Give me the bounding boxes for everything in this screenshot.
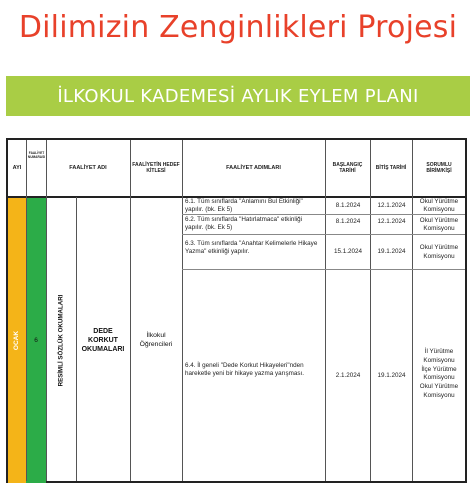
header-activity-number: FAALİYET NUMARASI bbox=[27, 151, 46, 159]
activity-number: 6 bbox=[34, 336, 38, 344]
page-title: Dilimizin Zenginlikleri Projesi bbox=[18, 10, 458, 45]
step-end: 19.1.2024 bbox=[377, 372, 406, 380]
header-steps: FAALİYET ADIMLARI bbox=[226, 165, 281, 171]
step-start: 2.1.2024 bbox=[335, 372, 361, 380]
step-text: 6.4. İl geneli "Dede Korkut Hikayeleri"nden hareketle yeni bir hikaye yazma yarışması. bbox=[185, 362, 304, 378]
step-owner: Okul Yürütme Komisyonu bbox=[419, 217, 459, 232]
header-responsible: SORUMLU BİRİM/KİŞİ bbox=[426, 162, 452, 174]
step-owner: Okul Yürütme Komisyonu bbox=[419, 198, 459, 213]
header-start-date: BAŞLANGIÇ TARİHİ bbox=[332, 162, 363, 174]
step-owner: Okul Yürütme Komisyonu bbox=[419, 244, 459, 260]
step-end: 19.1.2024 bbox=[377, 247, 406, 255]
step-start: 8.1.2024 bbox=[335, 217, 361, 225]
step-owner: Okul Yürütme Komisyonu bbox=[419, 383, 459, 399]
step-end: 12.1.2024 bbox=[377, 201, 406, 209]
step-text: 6.2. Tüm sınıflarda "Hatırlatmaca" etkinliği yapılır. (bk. Ek 5) bbox=[185, 216, 303, 232]
activity-name: DEDE KORKUT OKUMALARI bbox=[81, 327, 125, 353]
header-activity-name: FAALİYET ADI bbox=[69, 165, 107, 171]
header-target: FAALİYETİN HEDEF KİTLESİ bbox=[132, 162, 180, 174]
step-start: 8.1.2024 bbox=[335, 201, 361, 209]
step-end: 12.1.2024 bbox=[377, 217, 406, 225]
step-text: 6.3. Tüm sınıflarda "Anahtar Kelimelerle Hikaye Yazma" etkinliği yapılır. bbox=[185, 240, 318, 256]
header-end-date: BİTİŞ TARİHİ bbox=[375, 165, 407, 171]
action-plan-table bbox=[6, 138, 467, 483]
row-divider bbox=[182, 269, 465, 270]
col-divider bbox=[76, 197, 77, 481]
step-owner: İl Yürütme Komisyonu bbox=[423, 348, 455, 364]
step-owner-group bbox=[414, 348, 464, 401]
step-text: 6.1. Tüm sınıflarda "Anlamını Bul Etkinliği" yapılır. (bk. Ek 5) bbox=[185, 198, 303, 214]
header-month: AYI bbox=[12, 165, 22, 171]
month-label: OCAK bbox=[13, 330, 21, 350]
col-divider bbox=[412, 140, 413, 481]
category-label: RESİMLİ SÖZLÜK OKUMALARI bbox=[57, 294, 65, 386]
step-start: 15.1.2024 bbox=[333, 247, 362, 255]
step-owner: İlçe Yürütme Komisyonu bbox=[421, 365, 457, 382]
target-audience: İlkokul Öğrencileri bbox=[139, 332, 173, 348]
col-divider bbox=[130, 140, 131, 481]
plan-banner: İLKOKUL KADEMESİ AYLIK EYLEM PLANI bbox=[6, 76, 470, 116]
